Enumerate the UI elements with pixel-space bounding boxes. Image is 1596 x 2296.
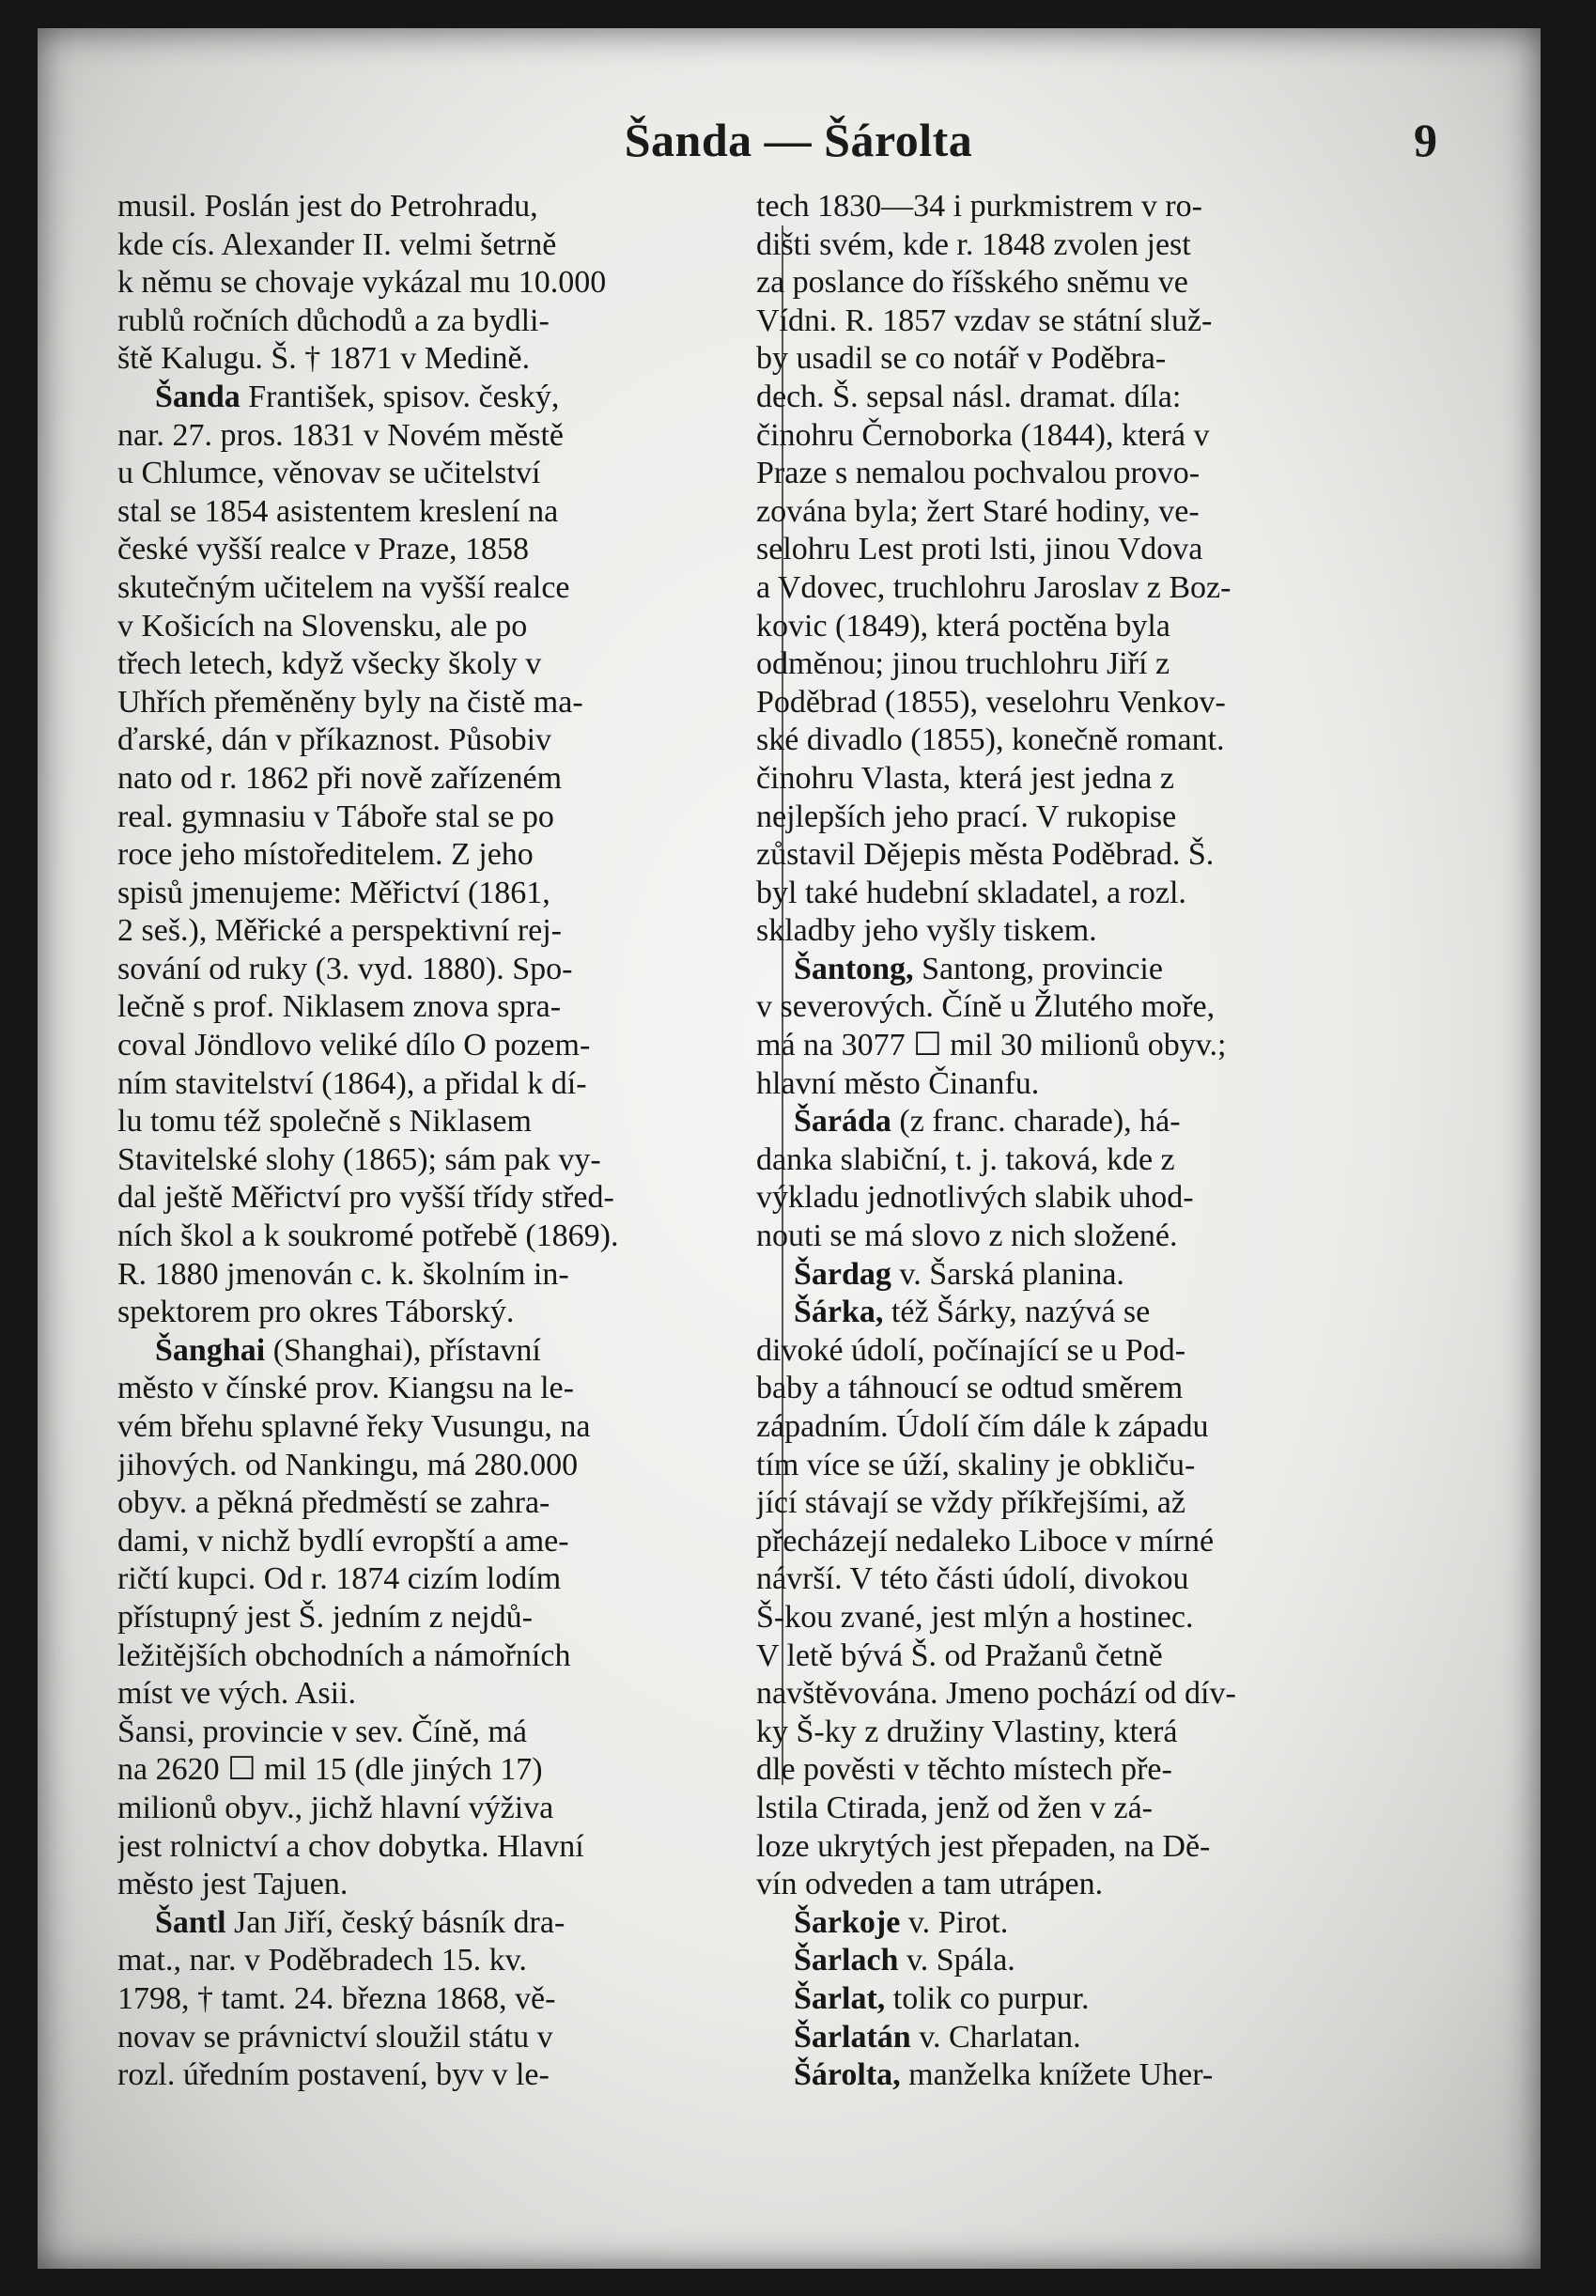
text-line: milionů obyv., jichž hlavní výživa xyxy=(117,1790,554,1825)
text-line: dišti svém, kde r. 1848 zvolen jest xyxy=(756,226,1191,262)
text-line: třech letech, když všecky školy v xyxy=(117,646,542,682)
text-line: by usadil se co notář v Poděbra- xyxy=(756,341,1167,377)
text-line: Vídni. R. 1857 vzdav se státní služ- xyxy=(756,303,1213,338)
text-line: a Vdovec, truchlohru Jaroslav z Boz- xyxy=(756,569,1232,605)
text-line: novav se právnictví sloužil státu v xyxy=(117,2019,553,2055)
right-column xyxy=(756,188,1357,2095)
text-line: hlavní město Činanfu. xyxy=(756,1065,1040,1101)
text-line: Šarlach v. Spála. xyxy=(794,1943,1015,1978)
left-column xyxy=(117,188,719,2095)
headword: Šárka, xyxy=(794,1295,884,1330)
text-line: rublů ročních důchodů a za bydli- xyxy=(117,303,550,338)
text-line: skladby jeho vyšly tiskem. xyxy=(756,913,1097,949)
headword: Šarlach xyxy=(794,1943,899,1978)
text-line: lstila Ctirada, jenž od žen v zá- xyxy=(756,1790,1153,1825)
text-line: ské divadlo (1855), konečně romant. xyxy=(756,722,1225,758)
text-line: loze ukrytých jest přepaden, na Dě- xyxy=(756,1828,1211,1864)
text-line: míst ve vých. Asii. xyxy=(117,1676,357,1712)
text-line: stal se 1854 asistentem kreslení na xyxy=(117,493,559,529)
text-line: české vyšší realce v Praze, 1858 xyxy=(117,532,530,567)
page-number: 9 xyxy=(1414,114,1437,166)
text-line: ště Kalugu. Š. † 1871 v Medině. xyxy=(117,341,531,377)
text-line: nejlepších jeho prací. V rukopise xyxy=(756,799,1177,834)
text-line: navštěvována. Jmeno pochází od dív- xyxy=(756,1676,1236,1712)
text-line: dal ještě Měřictví pro vyšší třídy střed- xyxy=(117,1180,614,1216)
text-line: dle pověsti v těchto místech pře- xyxy=(756,1752,1172,1788)
text-line: město jest Tajuen. xyxy=(117,1867,349,1902)
text-line: ričtí kupci. Od r. 1874 cizím lodím xyxy=(117,1561,562,1597)
text-line: Poděbrad (1855), veselohru Venkov- xyxy=(756,684,1226,720)
headword: Šarlat, xyxy=(794,1980,886,2016)
text-line: k němu se chovaje vykázal mu 10.000 xyxy=(117,265,607,301)
text-line: musil. Poslán jest do Petrohradu, xyxy=(117,189,538,224)
text-line: ležitějších obchodních a námořních xyxy=(117,1637,571,1673)
text-line: tím více se úží, skaliny je obkliču- xyxy=(756,1447,1196,1482)
text-line: výkladu jednotlivých slabik uhod- xyxy=(756,1180,1194,1216)
headword: Šanda xyxy=(155,379,240,414)
text-line: byl také hudební skladatel, a rozl. xyxy=(756,875,1186,910)
headword: Šantl xyxy=(155,1904,226,1940)
text-line: v severových. Číně u Žlutého moře, xyxy=(756,989,1216,1025)
text-line: Šarkoje v. Pirot. xyxy=(794,1904,1009,1940)
text-line: Šardag v. Šarská planina. xyxy=(794,1256,1124,1292)
text-line: nouti se má slovo z nich složené. xyxy=(756,1218,1178,1254)
text-line: činohru Vlasta, která jest jedna z xyxy=(756,760,1174,796)
text-line: 1798, † tamt. 24. března 1868, vě- xyxy=(117,1980,556,2016)
text-line: Šanda František, spisov. český, xyxy=(155,379,560,414)
text-line: tech 1830—34 i purkmistrem v ro- xyxy=(756,189,1202,224)
text-line: V letě bývá Š. od Pražanů četně xyxy=(756,1637,1163,1673)
text-line: selohru Lest proti lsti, jinou Vdova xyxy=(756,532,1203,567)
headword: Šarlatán xyxy=(794,2019,911,2055)
headword: Šarkoje xyxy=(794,1904,901,1940)
text-line: návrší. V této části údolí, divokou xyxy=(756,1561,1189,1597)
text-line: dami, v nichž bydlí evropští a ame- xyxy=(117,1523,569,1559)
text-line: přecházejí nedaleko Liboce v mírné xyxy=(756,1523,1215,1559)
text-line: obyv. a pěkná předměstí se zahra- xyxy=(117,1485,550,1521)
headword: Šaráda xyxy=(794,1104,891,1140)
text-line: Šarlat, tolik co purpur. xyxy=(794,1980,1090,2016)
text-line: mat., nar. v Poděbradech 15. kv. xyxy=(117,1943,527,1978)
text-line: Stavitelské slohy (1865); sám pak vy- xyxy=(117,1141,601,1177)
text-line: spisů jmenujeme: Měřictví (1861, xyxy=(117,875,550,910)
text-line: za poslance do říšského sněmu ve xyxy=(756,265,1188,301)
text-line: Šanghai (Shanghai), přístavní xyxy=(155,1332,541,1368)
text-line: kde cís. Alexander II. velmi šetrně xyxy=(117,226,557,262)
text-line: ním stavitelství (1864), a přidal k dí- xyxy=(117,1065,587,1101)
text-line: Š-kou zvané, jest mlýn a hostinec. xyxy=(756,1599,1194,1635)
text-line: město v čínské prov. Kiangsu na le- xyxy=(117,1371,574,1406)
text-line: přístupný jest Š. jedním z nejdů- xyxy=(117,1599,533,1635)
text-line: činohru Černoborka (1844), která v xyxy=(756,417,1210,453)
text-line: odměnou; jinou truchlohru Jiří z xyxy=(756,646,1170,682)
text-line: ních škol a k soukromé potřebě (1869). xyxy=(117,1218,619,1254)
text-line: real. gymnasiu v Táboře stal se po xyxy=(117,799,554,834)
text-line: ky Š-ky z družiny Vlastiny, která xyxy=(756,1714,1178,1749)
text-line: Šárka, též Šárky, nazývá se xyxy=(794,1295,1151,1330)
text-line: na 2620 ☐ mil 15 (dle jiných 17) xyxy=(117,1752,543,1788)
text-line: nato od r. 1862 při nově zařízeném xyxy=(117,760,563,796)
text-line: Šantl Jan Jiří, český básník dra- xyxy=(155,1904,566,1940)
text-line: ďarské, dán v příkaznost. Působiv xyxy=(117,722,552,758)
text-line: Šaráda (z franc. charade), há- xyxy=(794,1104,1181,1140)
text-line: R. 1880 jmenován c. k. školním in- xyxy=(117,1256,569,1292)
text-line: Šarlatán v. Charlatan. xyxy=(794,2019,1081,2055)
text-line: spektorem pro okres Táborský. xyxy=(117,1295,515,1330)
text-line: skutečným učitelem na vyšší realce xyxy=(117,569,570,605)
text-line: vém břehu splavné řeky Vusungu, na xyxy=(117,1409,591,1444)
text-line: v Košicích na Slovensku, ale po xyxy=(117,608,528,644)
headword: Šanghai xyxy=(155,1332,266,1368)
text-line: dech. Š. sepsal násl. dramat. díla: xyxy=(756,379,1182,414)
text-line: zůstavil Dějepis města Poděbrad. Š. xyxy=(756,837,1215,873)
headword: Šantong, xyxy=(794,951,914,986)
text-line: Šantong, Santong, provincie xyxy=(794,951,1163,986)
text-line: jící stávají se vždy příkřejšími, až xyxy=(756,1485,1185,1521)
text-line: u Chlumce, věnovav se učitelství xyxy=(117,456,541,491)
text-line: Šárolta, manželka knížete Uher- xyxy=(794,2057,1214,2093)
text-line: sování od ruky (3. vyd. 1880). Spo- xyxy=(117,951,573,986)
text-line: 2 seš.), Měřické a perspektivní rej- xyxy=(117,913,562,949)
text-line: má na 3077 ☐ mil 30 milionů obyv.; xyxy=(756,1028,1227,1063)
text-line: baby a táhnoucí se odtud směrem xyxy=(756,1371,1184,1406)
running-head: Šanda — Šárolta xyxy=(624,114,973,166)
text-line: roce jeho místoředitelem. Z jeho xyxy=(117,837,534,873)
text-line: lečně s prof. Niklasem znova spra- xyxy=(117,989,562,1025)
text-line: kovic (1849), která poctěna byla xyxy=(756,608,1170,644)
text-line: lu tomu též společně s Niklasem xyxy=(117,1104,532,1140)
text-line: Praze s nemalou pochvalou provo- xyxy=(756,456,1201,491)
headword: Šárolta, xyxy=(794,2057,901,2093)
headword: Šardag xyxy=(794,1256,891,1292)
text-line: zována byla; žert Staré hodiny, ve- xyxy=(756,493,1200,529)
text-line: vín odveden a tam utrápen. xyxy=(756,1867,1104,1902)
text-line: danka slabiční, t. j. taková, kde z xyxy=(756,1141,1175,1177)
page-header xyxy=(132,103,1465,178)
text-line: coval Jöndlovo veliké dílo O pozem- xyxy=(117,1028,591,1063)
text-line: Šansi, provincie v sev. Číně, má xyxy=(117,1714,527,1749)
text-line: Uhřích přeměněny byly na čistě ma- xyxy=(117,684,583,720)
text-line: divoké údolí, počínající se u Pod- xyxy=(756,1332,1186,1368)
text-line: jihových. od Nankingu, má 280.000 xyxy=(117,1447,579,1482)
text-line: nar. 27. pros. 1831 v Novém městě xyxy=(117,417,564,453)
text-line: západním. Údolí čím dále k západu xyxy=(756,1409,1209,1444)
text-line: jest rolnictví a chov dobytka. Hlavní xyxy=(117,1828,584,1864)
text-line: rozl. úředním postavení, byv v le- xyxy=(117,2057,550,2093)
